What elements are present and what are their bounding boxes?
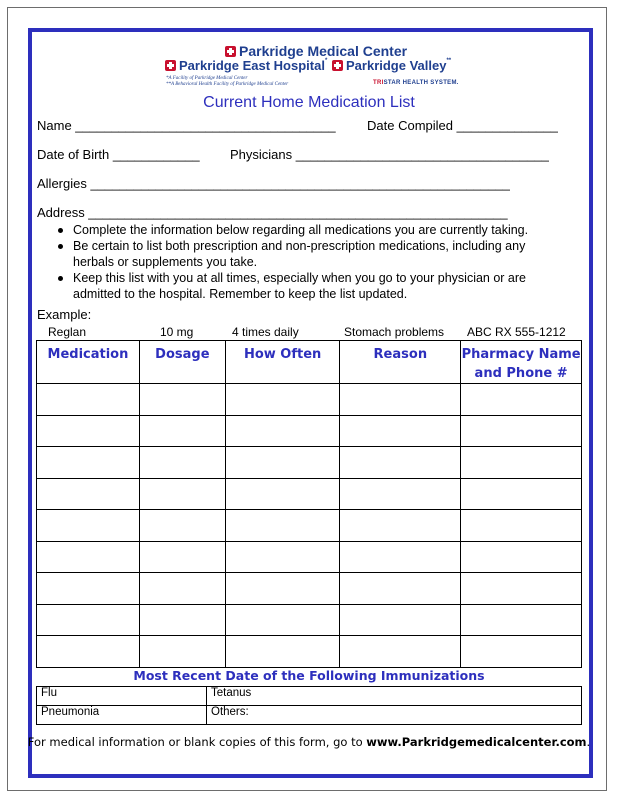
table-cell[interactable]: [340, 573, 461, 605]
date-compiled-field[interactable]: Date Compiled ______________: [367, 118, 558, 133]
immunization-pneumonia[interactable]: Pneumonia: [37, 706, 207, 725]
col-header-reason: Reason: [340, 341, 461, 384]
table-cell[interactable]: [461, 447, 582, 479]
table-cell[interactable]: [37, 478, 140, 510]
instruction-item: Be certain to list both prescription and non-prescription medications, including any herbals or supplements you take.: [55, 238, 565, 270]
table-row: [37, 573, 582, 605]
table-cell[interactable]: [225, 384, 340, 416]
immunization-others[interactable]: Others:: [207, 706, 582, 725]
table-cell[interactable]: [340, 636, 461, 668]
example-pharmacy: ABC RX 555-1212: [467, 325, 566, 339]
hca-mark-icon: [225, 46, 236, 57]
table-cell[interactable]: [37, 573, 140, 605]
table-row: [37, 604, 582, 636]
immunization-tetanus[interactable]: Tetanus: [207, 687, 582, 706]
table-cell[interactable]: [37, 604, 140, 636]
website-link[interactable]: www.Parkridgemedicalcenter.com: [366, 735, 587, 749]
physicians-field[interactable]: Physicians ___________________________________: [230, 147, 549, 162]
table-cell[interactable]: [139, 415, 225, 447]
immunizations-table: [36, 686, 582, 725]
table-cell[interactable]: [37, 541, 140, 573]
table-cell[interactable]: [461, 604, 582, 636]
table-cell[interactable]: [139, 478, 225, 510]
table-cell[interactable]: [340, 447, 461, 479]
table-cell[interactable]: [139, 384, 225, 416]
table-row: [37, 384, 582, 416]
table-cell[interactable]: [139, 604, 225, 636]
example-dosage: 10 mg: [160, 325, 194, 339]
table-cell[interactable]: [139, 573, 225, 605]
table-cell[interactable]: [461, 478, 582, 510]
tristar-logo: TRISTAR HEALTH SYSTEM.: [373, 80, 459, 86]
table-cell[interactable]: [37, 510, 140, 542]
name-field[interactable]: Name ____________________________________: [37, 118, 336, 133]
table-cell[interactable]: [461, 541, 582, 573]
table-cell[interactable]: [340, 604, 461, 636]
table-cell[interactable]: [139, 510, 225, 542]
table-cell[interactable]: [461, 384, 582, 416]
address-field[interactable]: Address __________________________________________________________: [37, 205, 508, 220]
table-cell[interactable]: [340, 541, 461, 573]
table-row: [37, 478, 582, 510]
instruction-item: Complete the information below regarding all medications you are currently taking.: [55, 222, 565, 238]
table-cell[interactable]: [461, 636, 582, 668]
table-row: [37, 706, 582, 725]
example-label: Example:: [37, 307, 92, 322]
table-cell[interactable]: [37, 447, 140, 479]
instruction-item: Keep this list with you at all times, especially when you go to your physician or are admitted to the hospital. Remember to keep the list updated.: [55, 270, 565, 302]
table-cell[interactable]: [225, 478, 340, 510]
table-cell[interactable]: [139, 447, 225, 479]
facility-notes: *A Facility of Parkridge Medical Center **A Behavioral Health Facility of Parkridge Medical Center: [166, 76, 289, 87]
table-cell[interactable]: [225, 447, 340, 479]
col-header-how-often: How Often: [225, 341, 340, 384]
col-header-pharmacy: Pharmacy Name and Phone #: [461, 341, 582, 384]
page-title: Current Home Medication List: [203, 94, 415, 111]
footer-note: For medical information or blank copies of this form, go to www.Parkridgemedicalcenter.com.: [27, 735, 591, 749]
table-cell[interactable]: [340, 478, 461, 510]
table-row: [37, 510, 582, 542]
table-cell[interactable]: [139, 636, 225, 668]
table-header-row: [37, 341, 582, 384]
table-cell[interactable]: [461, 573, 582, 605]
date-of-birth-field[interactable]: Date of Birth ____________: [37, 147, 200, 162]
hca-mark-icon: [332, 60, 343, 71]
hca-mark-icon: [165, 60, 176, 71]
table-cell[interactable]: [461, 415, 582, 447]
parkridge-east-logo: Parkridge East Hospital*: [165, 58, 327, 73]
table-cell[interactable]: [225, 541, 340, 573]
instructions-list: [55, 222, 565, 302]
table-cell[interactable]: [225, 604, 340, 636]
immunizations-title: Most Recent Date of the Following Immunizations: [133, 668, 485, 683]
table-cell[interactable]: [37, 415, 140, 447]
table-cell[interactable]: [225, 573, 340, 605]
parkridge-valley-logo: Parkridge Valley**: [332, 58, 451, 73]
col-header-medication: Medication: [37, 341, 140, 384]
table-cell[interactable]: [225, 510, 340, 542]
medication-rows: [37, 384, 582, 668]
table-cell[interactable]: [139, 541, 225, 573]
medication-table: [36, 340, 582, 668]
col-header-dosage: Dosage: [139, 341, 225, 384]
table-cell[interactable]: [340, 415, 461, 447]
table-row: [37, 415, 582, 447]
table-cell[interactable]: [340, 384, 461, 416]
table-cell[interactable]: [340, 510, 461, 542]
table-row: [37, 447, 582, 479]
allergies-field[interactable]: Allergies __________________________________________________________: [37, 176, 510, 191]
table-cell[interactable]: [461, 510, 582, 542]
example-medication: Reglan: [48, 325, 87, 339]
table-row: [37, 636, 582, 668]
table-row: [37, 687, 582, 706]
example-how-often: 4 times daily: [232, 325, 299, 339]
immunization-flu[interactable]: Flu: [37, 687, 207, 706]
table-row: [37, 541, 582, 573]
parkridge-medical-center-logo: Parkridge Medical Center: [225, 43, 407, 59]
table-cell[interactable]: [37, 384, 140, 416]
table-cell[interactable]: [225, 415, 340, 447]
table-cell[interactable]: [37, 636, 140, 668]
table-cell[interactable]: [225, 636, 340, 668]
example-reason: Stomach problems: [344, 325, 445, 339]
